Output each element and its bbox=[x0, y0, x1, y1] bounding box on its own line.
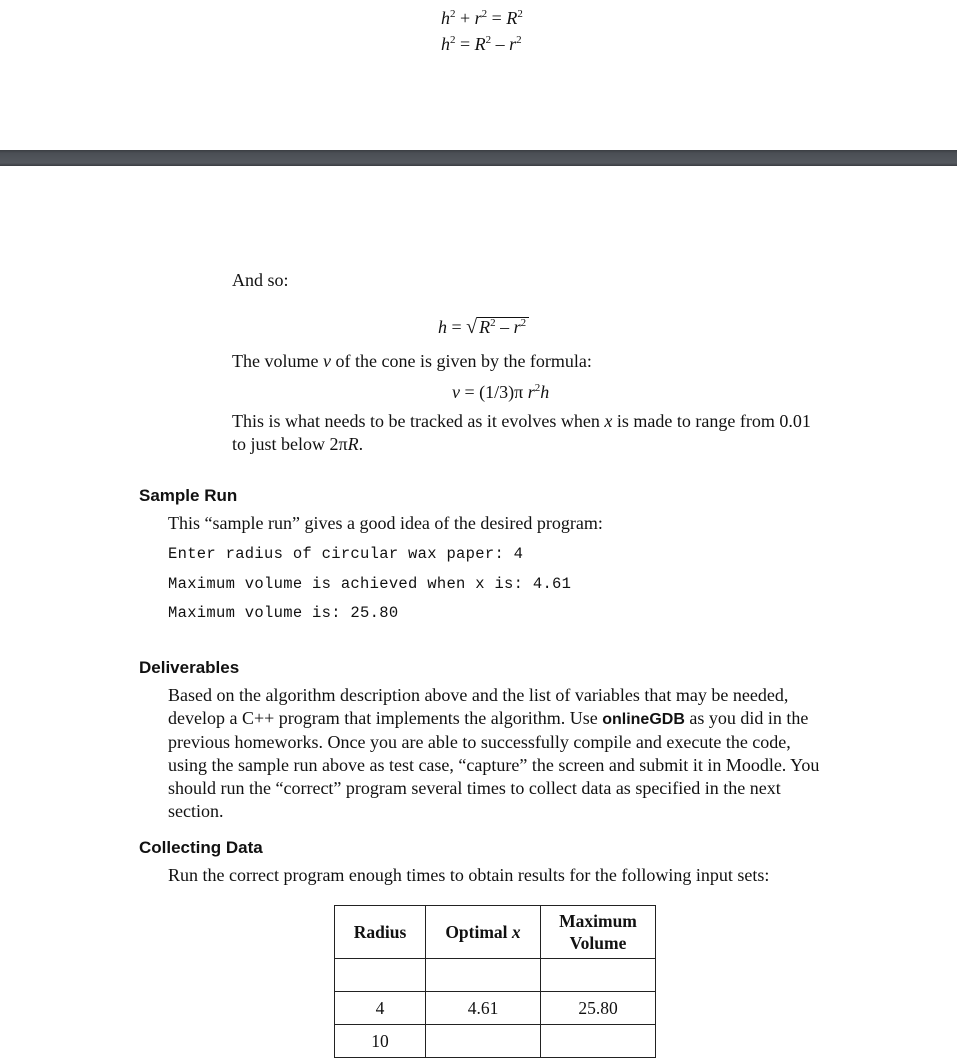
header-optimal-x: Optimal x bbox=[426, 906, 541, 959]
sample-run-intro: This “sample run” gives a good idea of the desired program: bbox=[168, 513, 603, 533]
collecting-intro: Run the correct program enough times to obtain results for the following input sets: bbox=[168, 865, 770, 885]
sample-run-heading: Sample Run bbox=[139, 486, 238, 505]
and-so-text: And so: bbox=[232, 270, 289, 290]
equation-h-squared: $h^2 = R^2 - r^2$ bbox=[441, 34, 522, 54]
collecting-heading: Collecting Data bbox=[139, 838, 263, 857]
tracked-paragraph: This is what needs to be tracked as it evolves when x is made to range from 0.01 to just below 2πR. bbox=[232, 411, 811, 454]
page-separator bbox=[0, 150, 957, 166]
header-max-volume: Maximum Volume bbox=[541, 906, 656, 959]
sample-run-line: Enter radius of circular wax paper: 4 bbox=[168, 545, 524, 563]
table-header-row bbox=[335, 906, 656, 959]
table-row: 10 bbox=[335, 1025, 656, 1058]
deliverables-heading: Deliverables bbox=[139, 658, 240, 677]
sample-run-line: Maximum volume is: 25.80 bbox=[168, 604, 399, 622]
table-row: 4 4.61 25.80 bbox=[335, 992, 656, 1025]
equation-pythagorean: $h^2 + r^2 = R^2$ bbox=[441, 8, 523, 28]
onlinegdb-label: onlineGDB bbox=[602, 711, 685, 728]
equation-volume: v = (1/3)π $r^2h$ bbox=[452, 382, 550, 402]
sqrt-sign: √ bbox=[466, 316, 478, 338]
sample-run-line: Maximum volume is achieved when x is: 4.61 bbox=[168, 575, 572, 593]
volume-intro-text: The volume v of the cone is given by the formula: bbox=[232, 351, 592, 371]
equation-h-sqrt: h = √ $R^2 - r^2$ bbox=[438, 316, 529, 339]
table-gap bbox=[335, 959, 656, 992]
header-radius: Radius bbox=[335, 906, 426, 959]
deliverables-paragraph: Based on the algorithm description above and the list of variables that may be needed, develop a C++ program that implements the algorithm. Use onlineGDB as you did in the previous homeworks. Once you are able to successfully compile and execute the code, using the sample run above as test case, “capture” the screen and submit it in Moodle. You should run the “correct” program several times to collect data as specified in the next section. bbox=[168, 685, 820, 821]
results-table bbox=[334, 905, 656, 1058]
